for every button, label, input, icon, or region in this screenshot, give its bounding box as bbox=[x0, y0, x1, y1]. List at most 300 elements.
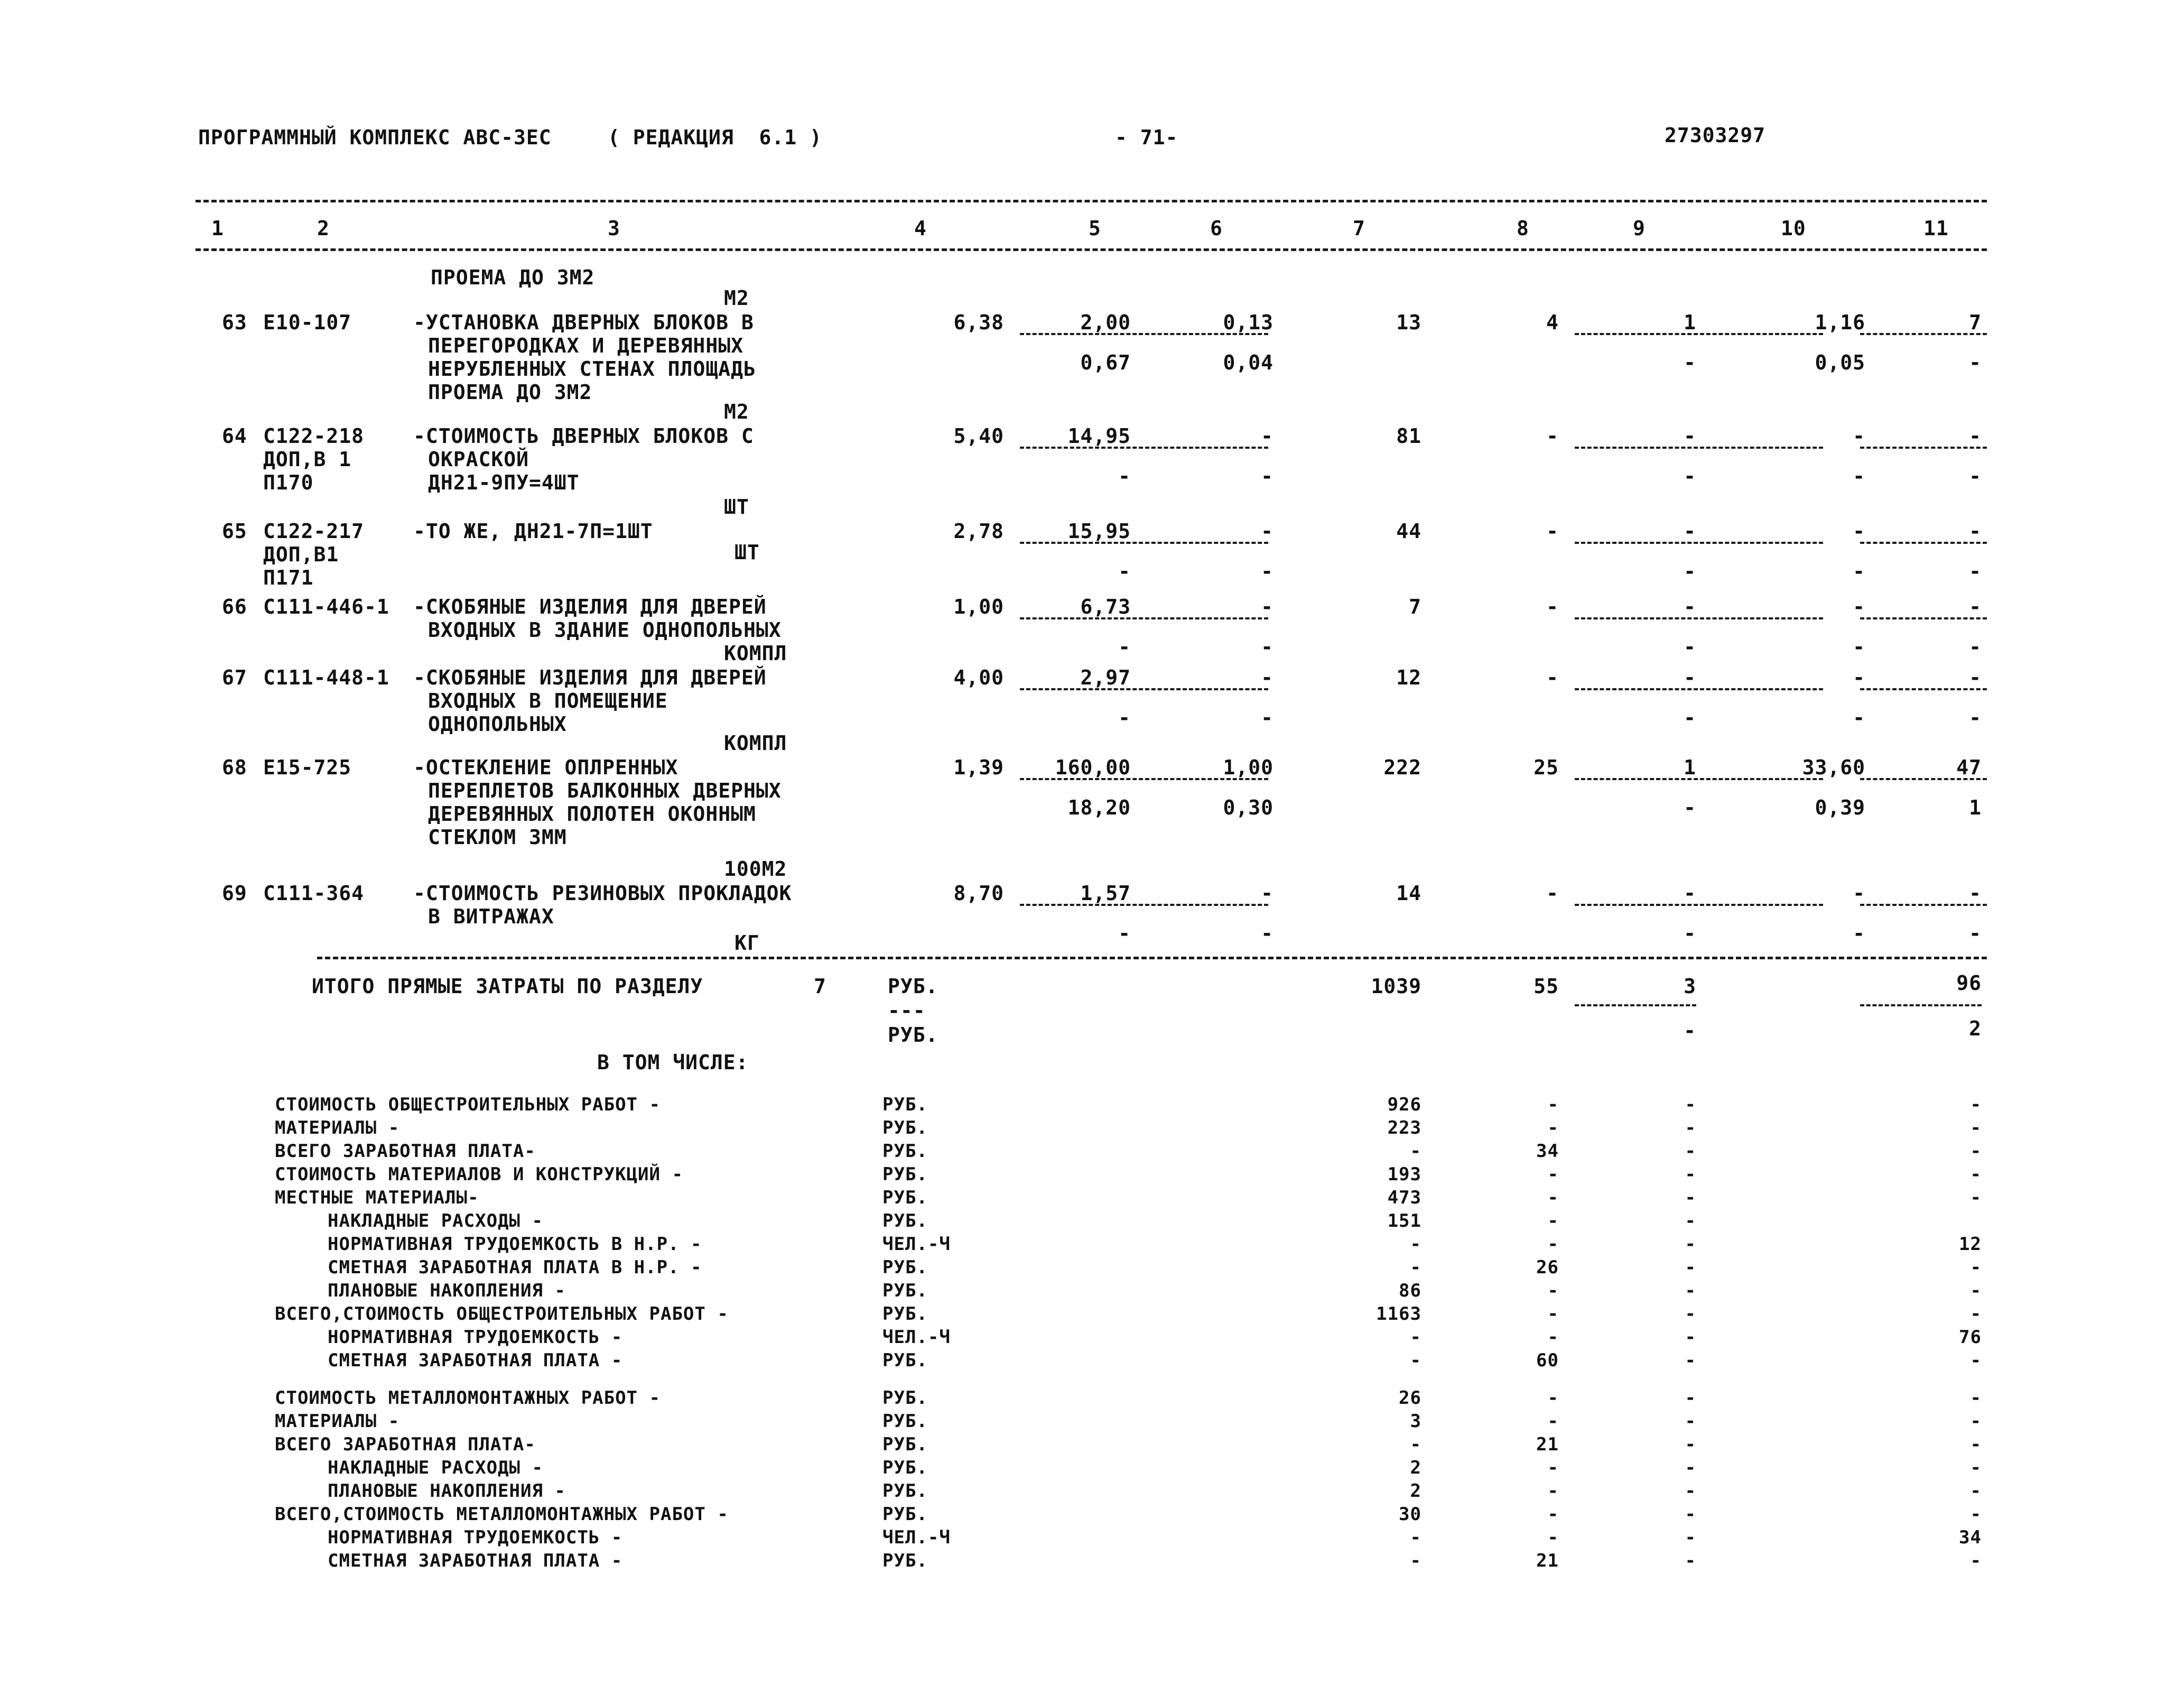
row-code: С122-218 bbox=[263, 424, 365, 448]
summary-unit: РУБ. bbox=[882, 1434, 928, 1455]
row-c9: - bbox=[1684, 520, 1696, 543]
summary-c9: - bbox=[1685, 1210, 1696, 1232]
row-rule-price bbox=[1020, 617, 1268, 619]
row-c6: - bbox=[1261, 424, 1274, 448]
summary-c9: - bbox=[1685, 1504, 1696, 1525]
row-description: -ОСТЕКЛЕНИЕ ОПЛРЕННЫХ bbox=[413, 756, 679, 779]
row-quantity: 2,78 bbox=[953, 520, 1004, 543]
row-description: ОКРАСКОЙ bbox=[428, 448, 529, 471]
row-c10: 1,16 bbox=[1815, 311, 1865, 334]
row-c9: 1 bbox=[1684, 311, 1696, 334]
row-description: ДН21-9ПУ=4ШТ bbox=[428, 471, 580, 494]
column-header-5: 5 bbox=[1089, 217, 1101, 240]
summary-c7: 3 bbox=[1410, 1411, 1421, 1432]
row-quantity: 8,70 bbox=[953, 882, 1004, 905]
row-c11-sub: 1 bbox=[1969, 796, 1982, 819]
header-rule-top bbox=[196, 200, 1987, 202]
summary-c7: 926 bbox=[1387, 1094, 1421, 1115]
summary-c7: - bbox=[1410, 1257, 1421, 1278]
row-number: 68 bbox=[222, 756, 247, 779]
column-header-7: 7 bbox=[1353, 217, 1365, 240]
summary-c9: - bbox=[1685, 1280, 1696, 1301]
row-quantity: 1,00 bbox=[953, 595, 1004, 618]
summary-c11: - bbox=[1970, 1480, 1982, 1502]
row-number: 69 bbox=[222, 882, 247, 905]
summary-c8: 26 bbox=[1536, 1257, 1559, 1278]
summary-label: СТОИМОСТЬ МАТЕРИАЛОВ И КОНСТРУКЦИЙ - bbox=[275, 1164, 683, 1185]
summary-c7: - bbox=[1410, 1141, 1421, 1162]
row-unit: КОМПЛ bbox=[724, 642, 787, 665]
row-c5-sub: - bbox=[1118, 635, 1131, 659]
row-unit: КОМПЛ bbox=[724, 732, 787, 755]
row-c6: - bbox=[1261, 882, 1274, 905]
summary-c9: - bbox=[1685, 1257, 1696, 1278]
summary-label: МАТЕРИАЛЫ - bbox=[275, 1411, 400, 1432]
summary-c11: - bbox=[1970, 1141, 1982, 1162]
summary-c9: - bbox=[1685, 1141, 1696, 1162]
row-rule-wage bbox=[1575, 542, 1823, 544]
row-c8: - bbox=[1546, 520, 1559, 543]
row-number: 63 bbox=[222, 311, 247, 334]
column-header-3: 3 bbox=[608, 217, 620, 240]
row-c11-sub: - bbox=[1969, 465, 1982, 488]
row-unit: М2 bbox=[724, 286, 749, 310]
column-header-10: 10 bbox=[1781, 217, 1806, 240]
row-c8: - bbox=[1546, 424, 1559, 448]
summary-c11: - bbox=[1970, 1280, 1982, 1301]
row-c9: 1 bbox=[1684, 756, 1696, 779]
summary-unit: РУБ. bbox=[882, 1210, 928, 1232]
summary-label: НОРМАТИВНАЯ ТРУДОЕМКОСТЬ - bbox=[328, 1327, 623, 1348]
summary-c7: 86 bbox=[1399, 1280, 1421, 1301]
summary-c9: - bbox=[1685, 1117, 1696, 1138]
summary-c11: - bbox=[1970, 1457, 1982, 1478]
row-c11-sub: - bbox=[1969, 635, 1982, 659]
summary-c7: 26 bbox=[1399, 1387, 1421, 1409]
row-description: В ВИТРАЖАХ bbox=[428, 905, 554, 928]
row-c9-sub: - bbox=[1684, 922, 1696, 945]
summary-c8: 60 bbox=[1536, 1350, 1559, 1371]
total-unit-2: РУБ. bbox=[888, 1023, 938, 1047]
summary-c8: 21 bbox=[1536, 1550, 1559, 1571]
summary-c7: 473 bbox=[1387, 1187, 1421, 1208]
row-number: 67 bbox=[222, 666, 247, 689]
summary-c8: - bbox=[1547, 1280, 1559, 1301]
summary-c9: - bbox=[1685, 1457, 1696, 1478]
summary-unit: РУБ. bbox=[882, 1350, 928, 1371]
row-c7: 14 bbox=[1396, 882, 1421, 905]
row-c11: - bbox=[1969, 520, 1982, 543]
row-description: ДЕРЕВЯННЫХ ПОЛОТЕН ОКОННЫМ bbox=[428, 802, 756, 826]
row-c11-sub: - bbox=[1969, 560, 1982, 583]
row-c6: - bbox=[1261, 666, 1274, 689]
row-c5: 160,00 bbox=[1055, 756, 1131, 779]
summary-label: ВСЕГО,СТОИМОСТЬ ОБЩЕСТРОИТЕЛЬНЫХ РАБОТ - bbox=[275, 1303, 729, 1325]
row-c7: 13 bbox=[1396, 311, 1421, 334]
row-c8: 25 bbox=[1534, 756, 1559, 779]
summary-label: ПЛАНОВЫЕ НАКОПЛЕНИЯ - bbox=[328, 1480, 566, 1502]
row-c10: - bbox=[1853, 520, 1865, 543]
row-c6-sub: - bbox=[1261, 635, 1274, 659]
row-c6: 0,13 bbox=[1223, 311, 1274, 334]
summary-label: СТОИМОСТЬ ОБЩЕСТРОИТЕЛЬНЫХ РАБОТ - bbox=[275, 1094, 661, 1115]
row-c10-sub: 0,39 bbox=[1815, 796, 1865, 819]
row-c9-sub: - bbox=[1684, 560, 1696, 583]
row-description: -СКОБЯНЫЕ ИЗДЕЛИЯ ДЛЯ ДВЕРЕЙ bbox=[413, 666, 767, 689]
summary-c7: 223 bbox=[1387, 1117, 1421, 1138]
row-code: Е10-107 bbox=[263, 311, 352, 334]
row-c11: - bbox=[1969, 595, 1982, 618]
summary-c11: - bbox=[1970, 1094, 1982, 1115]
row-c11-sub: - bbox=[1969, 351, 1982, 374]
row-unit: ШТ bbox=[724, 495, 749, 519]
row-rule-wage bbox=[1575, 688, 1823, 690]
row-c8: - bbox=[1546, 882, 1559, 905]
column-header-4: 4 bbox=[914, 217, 927, 240]
row-c5-sub: - bbox=[1118, 560, 1131, 583]
row-rule-hours bbox=[1860, 447, 1987, 449]
row-description: -ТО ЖЕ, ДН21-7П=1ШТ bbox=[413, 520, 653, 543]
summary-c7: 2 bbox=[1410, 1480, 1421, 1502]
carry-over-text: ПРОЕМА ДО 3М2 bbox=[431, 266, 595, 289]
row-c5-sub: - bbox=[1118, 922, 1131, 945]
summary-c7: - bbox=[1410, 1350, 1421, 1371]
row-rule-price bbox=[1020, 447, 1268, 449]
row-c7: 12 bbox=[1396, 666, 1421, 689]
summary-c11: - bbox=[1970, 1303, 1982, 1325]
summary-c9: - bbox=[1685, 1480, 1696, 1502]
row-c11: - bbox=[1969, 424, 1982, 448]
summary-label: ВСЕГО ЗАРАБОТНАЯ ПЛАТА- bbox=[275, 1434, 536, 1455]
summary-c7: 2 bbox=[1410, 1457, 1421, 1478]
row-rule-wage bbox=[1575, 447, 1823, 449]
row-unit: М2 bbox=[724, 400, 749, 423]
summary-label: НАКЛАДНЫЕ РАСХОДЫ - bbox=[328, 1210, 543, 1232]
summary-c11: - bbox=[1970, 1117, 1982, 1138]
row-code: П171 bbox=[263, 566, 314, 589]
row-code: С111-364 bbox=[263, 882, 365, 905]
summary-c9: - bbox=[1685, 1094, 1696, 1115]
summary-c9: - bbox=[1685, 1434, 1696, 1455]
row-description: -СТОИМОСТЬ РЕЗИНОВЫХ ПРОКЛАДОК bbox=[413, 882, 792, 905]
summary-c11: - bbox=[1970, 1187, 1982, 1208]
row-c8: - bbox=[1546, 595, 1559, 618]
summary-c7: 30 bbox=[1399, 1504, 1421, 1525]
edition-label: ( РЕДАКЦИЯ 6.1 ) bbox=[608, 126, 822, 149]
row-c5: 2,00 bbox=[1080, 311, 1131, 334]
row-unit-secondary: КГ bbox=[735, 931, 760, 955]
row-c11: - bbox=[1969, 882, 1982, 905]
total-c11: 96 bbox=[1956, 971, 1982, 995]
row-unit: 100М2 bbox=[724, 857, 787, 881]
row-c11-sub: - bbox=[1969, 706, 1982, 729]
summary-c11: 34 bbox=[1959, 1527, 1982, 1548]
summary-c9: - bbox=[1685, 1550, 1696, 1571]
row-description: ПЕРЕГОРОДКАХ И ДЕРЕВЯННЫХ bbox=[428, 334, 744, 357]
row-quantity: 1,39 bbox=[953, 756, 1004, 779]
summary-label: МЕСТНЫЕ МАТЕРИАЛЫ- bbox=[275, 1187, 479, 1208]
summary-unit: РУБ. bbox=[882, 1387, 928, 1409]
row-quantity: 5,40 bbox=[953, 424, 1004, 448]
row-c9: - bbox=[1684, 666, 1696, 689]
row-number: 66 bbox=[222, 595, 247, 618]
total-c7: 1039 bbox=[1371, 975, 1421, 998]
summary-label: СМЕТНАЯ ЗАРАБОТНАЯ ПЛАТА В Н.Р. - bbox=[328, 1257, 702, 1278]
row-c10-sub: - bbox=[1853, 706, 1865, 729]
row-c6-sub: - bbox=[1261, 922, 1274, 945]
summary-c9: - bbox=[1685, 1327, 1696, 1348]
row-quantity: 6,38 bbox=[953, 311, 1004, 334]
row-c5: 14,95 bbox=[1067, 424, 1131, 448]
including-label: В ТОМ ЧИСЛЕ: bbox=[597, 1051, 749, 1074]
row-c10-sub: - bbox=[1853, 635, 1865, 659]
summary-c8: - bbox=[1547, 1164, 1559, 1185]
header-rule-bottom bbox=[196, 248, 1987, 251]
summary-c8: - bbox=[1547, 1210, 1559, 1232]
summary-c11: 12 bbox=[1959, 1234, 1982, 1255]
total-c11b: 2 bbox=[1969, 1017, 1982, 1040]
row-c7: 222 bbox=[1383, 756, 1421, 779]
summary-unit: РУБ. bbox=[882, 1164, 928, 1185]
row-c10: - bbox=[1853, 666, 1865, 689]
row-rule-hours bbox=[1860, 333, 1987, 335]
row-c6: 1,00 bbox=[1223, 756, 1274, 779]
row-c11-sub: - bbox=[1969, 922, 1982, 945]
row-description: ПРОЕМА ДО 3М2 bbox=[428, 381, 592, 404]
row-rule-wage bbox=[1575, 778, 1823, 780]
summary-c9: - bbox=[1685, 1527, 1696, 1548]
row-c9-sub: - bbox=[1684, 635, 1696, 659]
row-c11: 7 bbox=[1969, 311, 1982, 334]
total-c9-rule bbox=[1575, 1004, 1696, 1006]
summary-c7: - bbox=[1410, 1527, 1421, 1548]
row-c5: 2,97 bbox=[1080, 666, 1131, 689]
total-label: ИТОГО ПРЯМЫЕ ЗАТРАТЫ ПО РАЗДЕЛУ bbox=[312, 975, 703, 998]
row-description: СТЕКЛОМ 3ММ bbox=[428, 826, 567, 849]
row-c10: - bbox=[1853, 595, 1865, 618]
row-c7: 7 bbox=[1409, 595, 1421, 618]
column-header-6: 6 bbox=[1210, 217, 1223, 240]
row-rule-hours bbox=[1860, 904, 1987, 906]
page-number: - 71- bbox=[1115, 126, 1178, 149]
total-c11-rule bbox=[1860, 1004, 1982, 1006]
row-number: 64 bbox=[222, 424, 247, 448]
row-quantity: 4,00 bbox=[953, 666, 1004, 689]
summary-label: ВСЕГО ЗАРАБОТНАЯ ПЛАТА- bbox=[275, 1141, 536, 1162]
summary-label: СМЕТНАЯ ЗАРАБОТНАЯ ПЛАТА - bbox=[328, 1350, 623, 1371]
summary-c7: - bbox=[1410, 1327, 1421, 1348]
summary-unit: РУБ. bbox=[882, 1187, 928, 1208]
summary-c8: - bbox=[1547, 1527, 1559, 1548]
summary-c8: - bbox=[1547, 1327, 1559, 1348]
summary-c11: - bbox=[1970, 1350, 1982, 1371]
summary-label: НОРМАТИВНАЯ ТРУДОЕМКОСТЬ - bbox=[328, 1527, 623, 1548]
row-c11: 47 bbox=[1956, 756, 1982, 779]
row-c9: - bbox=[1684, 595, 1696, 618]
row-c10: - bbox=[1853, 424, 1865, 448]
document-number: 27303297 bbox=[1665, 124, 1766, 147]
row-c9-sub: - bbox=[1684, 465, 1696, 488]
row-description: -УСТАНОВКА ДВЕРНЫХ БЛОКОВ В bbox=[413, 311, 754, 334]
summary-c9: - bbox=[1685, 1350, 1696, 1371]
row-rule-wage bbox=[1575, 904, 1823, 906]
summary-c7: - bbox=[1410, 1550, 1421, 1571]
row-rule-hours bbox=[1860, 688, 1987, 690]
summary-c8: - bbox=[1547, 1480, 1559, 1502]
summary-unit: РУБ. bbox=[882, 1280, 928, 1301]
row-c6-sub: - bbox=[1261, 706, 1274, 729]
row-c10-sub: - bbox=[1853, 560, 1865, 583]
summary-unit: РУБ. bbox=[882, 1117, 928, 1138]
row-c5-sub: 0,67 bbox=[1080, 351, 1131, 374]
row-description: -СКОБЯНЫЕ ИЗДЕЛИЯ ДЛЯ ДВЕРЕЙ bbox=[413, 595, 767, 618]
row-description: ВХОДНЫХ В ПОМЕЩЕНИЕ bbox=[428, 689, 668, 712]
summary-unit: РУБ. bbox=[882, 1504, 928, 1525]
summary-c9: - bbox=[1685, 1164, 1696, 1185]
row-c7: 81 bbox=[1396, 424, 1421, 448]
total-dash: --- bbox=[888, 999, 926, 1022]
row-c9: - bbox=[1684, 424, 1696, 448]
row-c5-sub: 18,20 bbox=[1067, 796, 1131, 819]
row-c10: - bbox=[1853, 882, 1865, 905]
summary-c11: - bbox=[1970, 1504, 1982, 1525]
row-c7: 44 bbox=[1396, 520, 1421, 543]
row-code: ДОП,В 1 bbox=[263, 448, 352, 471]
total-rule bbox=[317, 957, 1987, 959]
row-c5: 15,95 bbox=[1067, 520, 1131, 543]
row-c8: 4 bbox=[1546, 311, 1559, 334]
row-c10-sub: - bbox=[1853, 922, 1865, 945]
row-c9-sub: - bbox=[1684, 796, 1696, 819]
summary-c8: - bbox=[1547, 1117, 1559, 1138]
row-c10-sub: - bbox=[1853, 465, 1865, 488]
summary-c8: - bbox=[1547, 1411, 1559, 1432]
summary-unit: РУБ. bbox=[882, 1141, 928, 1162]
summary-c8: - bbox=[1547, 1457, 1559, 1478]
row-code: С122-217 bbox=[263, 520, 365, 543]
row-code: ДОП,В1 bbox=[263, 543, 339, 566]
row-c11: - bbox=[1969, 666, 1982, 689]
row-unit-secondary: ШТ bbox=[735, 541, 760, 564]
total-unit: РУБ. bbox=[888, 975, 938, 998]
summary-c11: - bbox=[1970, 1434, 1982, 1455]
row-rule-price bbox=[1020, 542, 1268, 544]
row-c9: - bbox=[1684, 882, 1696, 905]
summary-c8: - bbox=[1547, 1234, 1559, 1255]
column-header-8: 8 bbox=[1517, 217, 1529, 240]
summary-c11: - bbox=[1970, 1411, 1982, 1432]
summary-unit: РУБ. bbox=[882, 1257, 928, 1278]
summary-label: ПЛАНОВЫЕ НАКОПЛЕНИЯ - bbox=[328, 1280, 566, 1301]
summary-c11: 76 bbox=[1959, 1327, 1982, 1348]
summary-label: НАКЛАДНЫЕ РАСХОДЫ - bbox=[328, 1457, 543, 1478]
summary-unit: РУБ. bbox=[882, 1411, 928, 1432]
total-c9: 3 bbox=[1684, 975, 1696, 998]
row-code: С111-446-1 bbox=[263, 595, 389, 618]
row-description: ВХОДНЫХ В ЗДАНИЕ ОДНОПОЛЬНЫХ bbox=[428, 618, 782, 642]
program-title: ПРОГРАММНЫЙ КОМПЛЕКС АВС-3ЕС bbox=[198, 126, 552, 149]
summary-c11: - bbox=[1970, 1164, 1982, 1185]
row-rule-hours bbox=[1860, 617, 1987, 619]
summary-c8: - bbox=[1547, 1303, 1559, 1325]
row-c5-sub: - bbox=[1118, 465, 1131, 488]
total-c9b: - bbox=[1684, 1019, 1696, 1042]
summary-c8: - bbox=[1547, 1094, 1559, 1115]
total-section-number: 7 bbox=[814, 975, 826, 998]
summary-c9: - bbox=[1685, 1387, 1696, 1409]
row-rule-price bbox=[1020, 904, 1268, 906]
row-code: П170 bbox=[263, 471, 314, 494]
summary-c9: - bbox=[1685, 1303, 1696, 1325]
summary-c7: - bbox=[1410, 1434, 1421, 1455]
row-c9-sub: - bbox=[1684, 706, 1696, 729]
row-code: С111-448-1 bbox=[263, 666, 389, 689]
row-description: -СТОИМОСТЬ ДВЕРНЫХ БЛОКОВ С bbox=[413, 424, 754, 448]
summary-unit: РУБ. bbox=[882, 1303, 928, 1325]
row-c5-sub: - bbox=[1118, 706, 1131, 729]
row-c6-sub: - bbox=[1261, 465, 1274, 488]
summary-c11: - bbox=[1970, 1387, 1982, 1409]
column-header-9: 9 bbox=[1633, 217, 1646, 240]
summary-c7: 151 bbox=[1387, 1210, 1421, 1232]
row-c8: - bbox=[1546, 666, 1559, 689]
row-description: ПЕРЕПЛЕТОВ БАЛКОННЫХ ДВЕРНЫХ bbox=[428, 779, 782, 802]
summary-unit: ЧЕЛ.-Ч bbox=[882, 1527, 951, 1548]
summary-c8: - bbox=[1547, 1187, 1559, 1208]
row-rule-hours bbox=[1860, 778, 1987, 780]
summary-label: СМЕТНАЯ ЗАРАБОТНАЯ ПЛАТА - bbox=[328, 1550, 623, 1571]
row-c6-sub: 0,30 bbox=[1223, 796, 1274, 819]
row-c10-sub: 0,05 bbox=[1815, 351, 1865, 374]
row-rule-price bbox=[1020, 688, 1268, 690]
row-rule-price bbox=[1020, 333, 1268, 335]
summary-unit: ЧЕЛ.-Ч bbox=[882, 1327, 951, 1348]
summary-label: НОРМАТИВНАЯ ТРУДОЕМКОСТЬ В Н.Р. - bbox=[328, 1234, 702, 1255]
summary-label: ВСЕГО,СТОИМОСТЬ МЕТАЛЛОМОНТАЖНЫХ РАБОТ - bbox=[275, 1504, 729, 1525]
row-c6: - bbox=[1261, 595, 1274, 618]
summary-unit: РУБ. bbox=[882, 1094, 928, 1115]
row-c6-sub: - bbox=[1261, 560, 1274, 583]
row-description: НЕРУБЛЕННЫХ СТЕНАХ ПЛОЩАДЬ bbox=[428, 357, 756, 381]
row-c5: 6,73 bbox=[1080, 595, 1131, 618]
summary-c8: 21 bbox=[1536, 1434, 1559, 1455]
column-header-1: 1 bbox=[211, 217, 224, 240]
row-c6-sub: 0,04 bbox=[1223, 351, 1274, 374]
summary-unit: РУБ. bbox=[882, 1550, 928, 1571]
summary-c7: 193 bbox=[1387, 1164, 1421, 1185]
row-rule-wage bbox=[1575, 333, 1823, 335]
column-header-2: 2 bbox=[317, 217, 330, 240]
summary-c9: - bbox=[1685, 1187, 1696, 1208]
summary-unit: ЧЕЛ.-Ч bbox=[882, 1234, 951, 1255]
summary-c11: - bbox=[1970, 1257, 1982, 1278]
row-number: 65 bbox=[222, 520, 247, 543]
summary-unit: РУБ. bbox=[882, 1457, 928, 1478]
total-c8: 55 bbox=[1534, 975, 1559, 998]
column-header-11: 11 bbox=[1923, 217, 1949, 240]
row-description: ОДНОПОЛЬНЫХ bbox=[428, 712, 567, 736]
summary-unit: РУБ. bbox=[882, 1480, 928, 1502]
summary-label: МАТЕРИАЛЫ - bbox=[275, 1117, 400, 1138]
row-code: Е15-725 bbox=[263, 756, 352, 779]
row-c5: 1,57 bbox=[1080, 882, 1131, 905]
summary-label: СТОИМОСТЬ МЕТАЛЛОМОНТАЖНЫХ РАБОТ - bbox=[275, 1387, 661, 1409]
summary-c7: 1163 bbox=[1376, 1303, 1421, 1325]
summary-c11: - bbox=[1970, 1550, 1982, 1571]
summary-c9: - bbox=[1685, 1411, 1696, 1432]
row-c10: 33,60 bbox=[1802, 756, 1865, 779]
row-rule-hours bbox=[1860, 542, 1987, 544]
